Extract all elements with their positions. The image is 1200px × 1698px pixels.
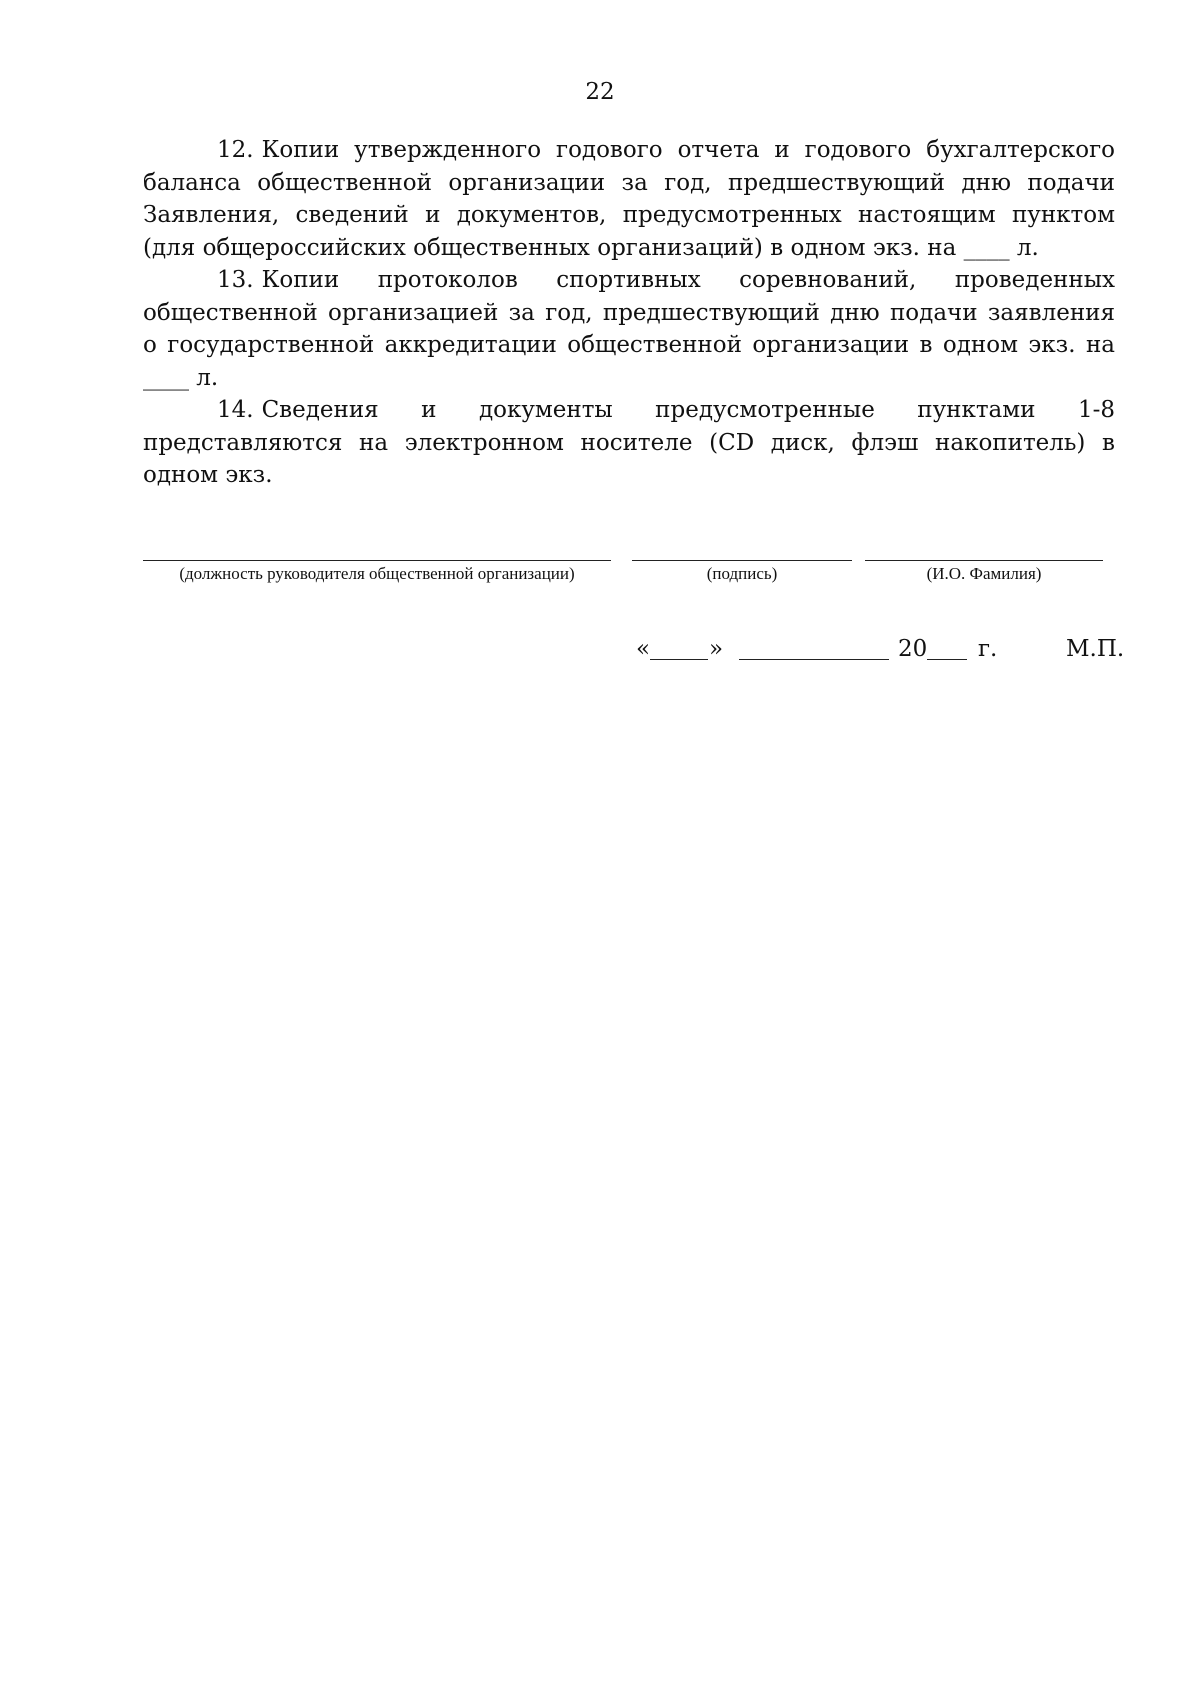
date-year-field[interactable]: [927, 637, 967, 660]
list-item-13: [143, 264, 1115, 394]
name-field[interactable]: [865, 560, 1103, 585]
item-text: Копии протоколов спортивных соревнований, проведенных общественной организацией за год, предшествующий дню подачи заявления о государственной аккредитации общественной организации в одном экз. на ____ л.: [143, 267, 1115, 391]
list-item-14: [143, 394, 1115, 492]
item-text: Сведения и документы предусмотренные пунктами 1-8 представляются на электронном носителе (CD диск, флэш накопитель) в одном экз.: [143, 397, 1115, 488]
position-field[interactable]: [143, 560, 611, 585]
stamp-label: М.П.: [1066, 636, 1125, 662]
page-number: 22: [585, 79, 615, 105]
position-line: [143, 560, 611, 561]
position-caption: (должность руководителя общественной организации): [179, 564, 575, 583]
date-year-prefix: 20: [898, 636, 928, 662]
date-day-field[interactable]: [650, 637, 708, 660]
signature-field[interactable]: [632, 560, 852, 585]
date-open-quote: «: [636, 636, 651, 662]
signature-block: [143, 560, 1103, 620]
name-line: [865, 560, 1103, 561]
list-item-12: [143, 134, 1115, 264]
name-caption: (И.О. Фамилия): [926, 564, 1042, 583]
item-number: 12.: [217, 137, 254, 163]
date-month-field[interactable]: [739, 637, 889, 660]
date-close-quote: »: [709, 636, 724, 662]
item-number: 14.: [217, 397, 254, 423]
item-text: Копии утвержденного годового отчета и годового бухгалтерского баланса общественной организации за год, предшествующий дню подачи Заявления, сведений и документов, предусмотренных настоящим пунктом (для общероссийских общественных организаций) в одном экз. на ____ л.: [143, 137, 1115, 261]
date-year-suffix: г.: [978, 636, 998, 662]
date-block: [636, 633, 1125, 667]
document-body: [143, 134, 1115, 492]
item-number: 13.: [217, 267, 254, 293]
signature-line: [632, 560, 852, 561]
signature-caption: (подпись): [706, 564, 778, 583]
